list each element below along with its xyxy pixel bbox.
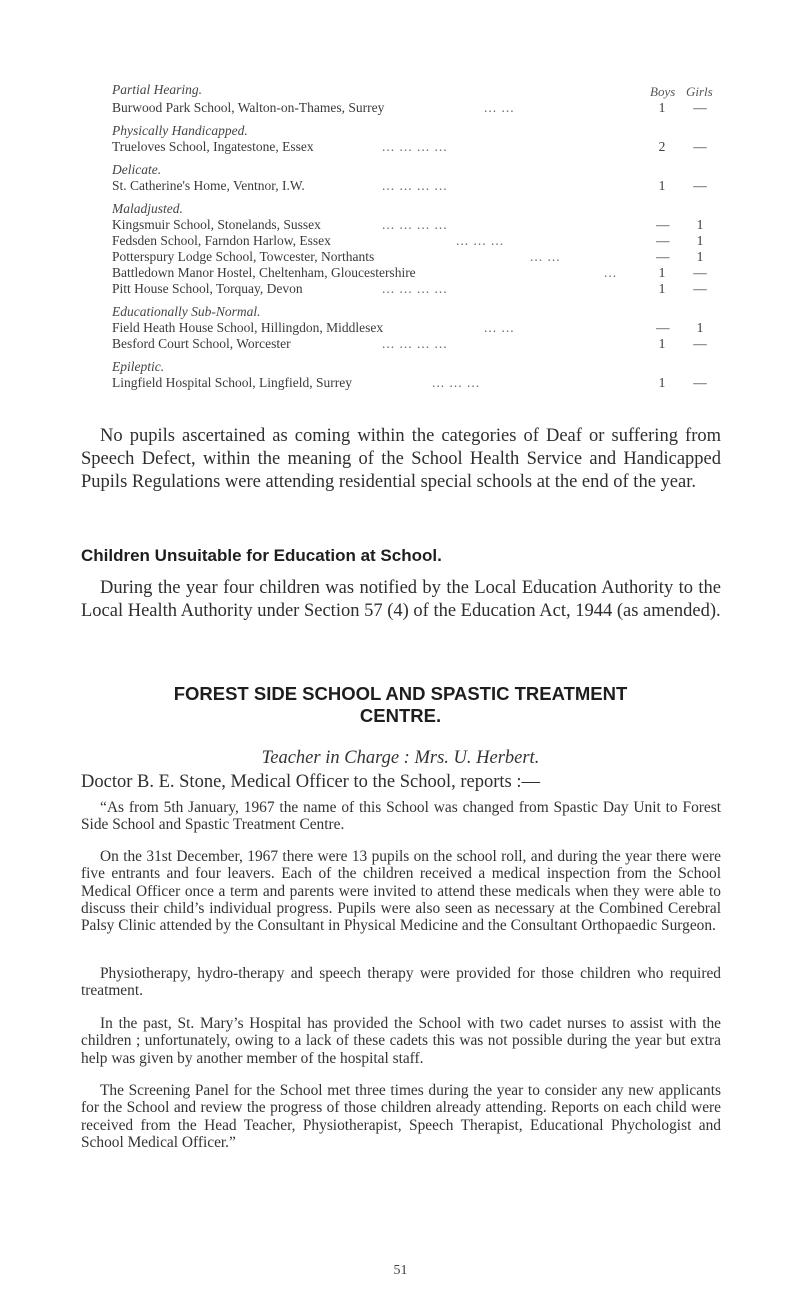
- table-row: [112, 281, 712, 297]
- table-header: [112, 82, 712, 100]
- leader-dots: ... ... ... ...: [382, 139, 448, 154]
- boys-count: —: [656, 249, 670, 264]
- heading-children-unsuitable: Children Unsuitable for Education at School.: [81, 546, 442, 565]
- school-name: Battledown Manor Hostel, Cheltenham, Gloucestershire: [112, 265, 416, 280]
- table-row: [112, 233, 712, 249]
- boys-count: —: [656, 233, 670, 248]
- leader-dots: ... ... ... ...: [382, 281, 448, 296]
- school-name: Besford Court School, Worcester: [112, 336, 291, 351]
- doctor-report-intro: Doctor B. E. Stone, Medical Officer to the School, reports :—: [81, 772, 540, 792]
- school-name: Field Heath House School, Hillingdon, Middlesex: [112, 320, 384, 335]
- leader-dots: ... ... ...: [432, 375, 481, 390]
- girls-count: —: [693, 178, 707, 193]
- report-paragraph-3: Physiotherapy, hydro-therapy and speech therapy were provided for those children who required treatment.: [81, 965, 721, 1000]
- school-name: St. Catherine's Home, Ventnor, I.W.: [112, 178, 305, 193]
- column-header-boys: Boys: [650, 84, 676, 99]
- leader-dots: ... ...: [530, 249, 561, 264]
- category-group: [112, 162, 712, 194]
- leader-dots: ... ... ...: [456, 233, 505, 248]
- category-group: [112, 100, 712, 116]
- paragraph-during-year: During the year four children was notified by the Local Education Authority to the Local Health Authority under Section 57 (4) of the Education Act, 1944 (as amended).: [81, 578, 721, 621]
- table-row: [112, 249, 712, 265]
- leader-dots: ... ...: [484, 100, 515, 115]
- table-row: [112, 217, 712, 233]
- school-name: Kingsmuir School, Stonelands, Sussex: [112, 217, 321, 232]
- table-row: [112, 100, 712, 116]
- girls-count: —: [693, 281, 707, 296]
- boys-count: 1: [658, 375, 666, 390]
- column-header-girls: Girls: [686, 84, 713, 99]
- table-row: [112, 178, 712, 194]
- girls-count: —: [693, 375, 707, 390]
- table-row: [112, 320, 712, 336]
- table-row: [112, 336, 712, 352]
- boys-count: —: [656, 320, 670, 335]
- leader-dots: ... ... ... ...: [382, 178, 448, 193]
- category-heading: Epileptic.: [112, 359, 165, 374]
- boys-count: 1: [658, 265, 666, 280]
- report-paragraph-5: The Screening Panel for the School met three times during the year to consider any new applicants for the School and review the progress of those children already attending. Reports on each child were received from the Head Teacher, Physiotherapist, Speech Therapist, Educational Phychologist and School Medical Officer.”: [81, 1082, 721, 1151]
- school-name: Potterspury Lodge School, Towcester, Northants: [112, 249, 375, 264]
- leader-dots: ... ... ... ...: [382, 217, 448, 232]
- school-name: Lingfield Hospital School, Lingfield, Surrey: [112, 375, 352, 390]
- girls-count: 1: [696, 249, 704, 264]
- category-group: [112, 201, 712, 297]
- girls-count: —: [693, 139, 707, 154]
- category-heading: Maladjusted.: [112, 201, 183, 216]
- school-name: Pitt House School, Torquay, Devon: [112, 281, 303, 296]
- category-heading: Educationally Sub-Normal.: [112, 304, 261, 319]
- special-schools-table: [112, 82, 712, 398]
- table-row: [112, 375, 712, 391]
- category-group: [112, 304, 712, 352]
- girls-count: —: [693, 100, 707, 115]
- boys-count: —: [656, 217, 670, 232]
- table-row: [112, 265, 712, 281]
- boys-count: 1: [658, 281, 666, 296]
- heading-line-1: FOREST SIDE SCHOOL AND SPASTIC TREATMENT: [173, 683, 628, 704]
- leader-dots: ...: [604, 265, 618, 280]
- teacher-in-charge: Teacher in Charge : Mrs. U. Herbert.: [261, 748, 540, 768]
- school-name: Fedsden School, Farndon Harlow, Essex: [112, 233, 331, 248]
- girls-count: 1: [696, 217, 704, 232]
- report-paragraph-1: “As from 5th January, 1967 the name of this School was changed from Spastic Day Unit to Forest Side School and Spastic Treatment Centre.: [81, 799, 721, 834]
- category-group: [112, 359, 712, 391]
- leader-dots: ... ...: [484, 320, 515, 335]
- school-name: Trueloves School, Ingatestone, Essex: [112, 139, 314, 154]
- girls-count: —: [693, 265, 707, 280]
- leader-dots: ... ... ... ...: [382, 336, 448, 351]
- boys-count: 1: [658, 178, 666, 193]
- report-paragraph-4: In the past, St. Mary’s Hospital has provided the School with two cadet nurses to assist with the children ; unfortunately, owing to a lack of these cadets this was not possible during the year but extra help was given by another member of the hospital staff.: [81, 1015, 721, 1067]
- girls-count: —: [693, 336, 707, 351]
- boys-count: 2: [658, 139, 666, 154]
- category-heading: Partial Hearing.: [112, 82, 202, 97]
- category-group: [112, 123, 712, 155]
- category-heading: Delicate.: [112, 162, 162, 177]
- school-name: Burwood Park School, Walton-on-Thames, Surrey: [112, 100, 385, 115]
- page-number: 51: [393, 1263, 408, 1278]
- category-heading: Physically Handicapped.: [112, 123, 248, 138]
- heading-line-2: CENTRE.: [359, 705, 442, 726]
- boys-count: 1: [658, 336, 666, 351]
- boys-count: 1: [658, 100, 666, 115]
- table-row: [112, 139, 712, 155]
- paragraph-no-pupils: No pupils ascertained as coming within the categories of Deaf or suffering from Speech Defect, within the meaning of the School Health Service and Handicapped Pupils Regulations were attending residential special schools at the end of the year.: [81, 426, 721, 492]
- heading-forest-side-school: [0, 683, 801, 727]
- report-paragraph-2: On the 31st December, 1967 there were 13 pupils on the school roll, and during the year there were five entrants and four leavers. Each of the children received a medical inspection from the School Medical Officer once a term and parents were invited to attend these medicals when they were able to discuss their child’s individual progress. Pupils were also seen as necessary at the Combined Cerebral Palsy Clinic attended by the Consultant in Physical Medicine and the Consultant Orthopaedic Surgeon.: [81, 848, 721, 935]
- girls-count: 1: [696, 233, 704, 248]
- girls-count: 1: [696, 320, 704, 335]
